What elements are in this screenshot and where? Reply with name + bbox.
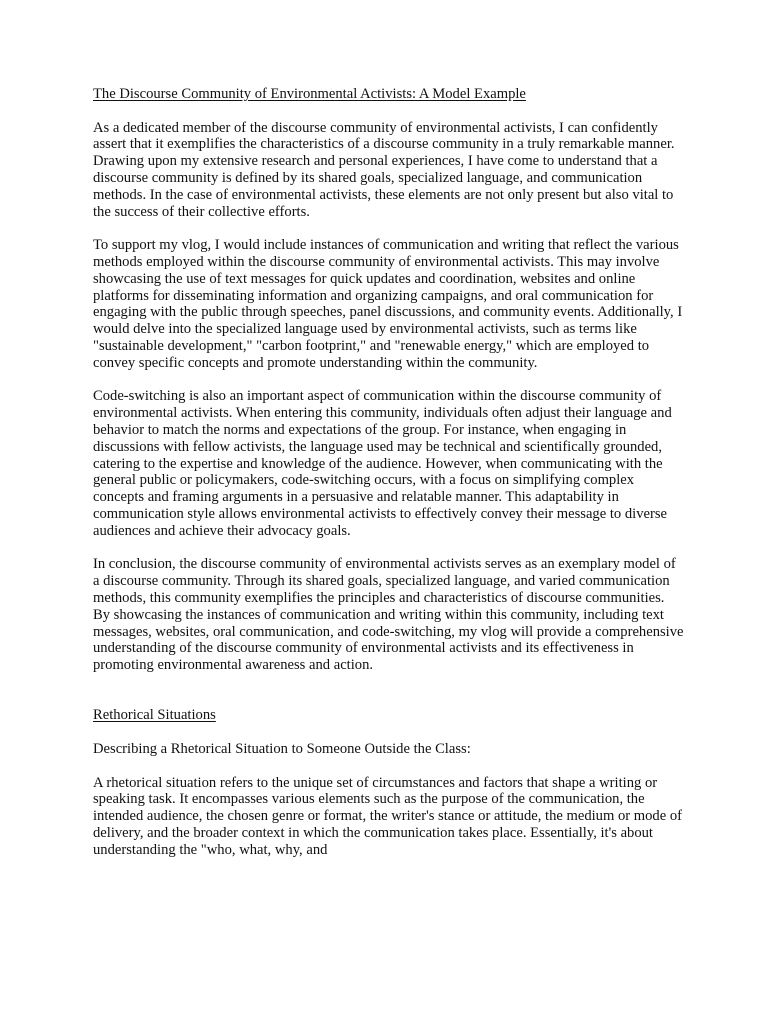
spacer xyxy=(93,103,685,120)
spacer xyxy=(93,674,685,708)
spacer xyxy=(93,724,685,741)
document-title: The Discourse Community of Environmental Activists: A Model Example xyxy=(93,86,526,102)
section-subtitle: Describing a Rhetorical Situation to Someone Outside the Class: xyxy=(93,741,471,758)
paragraph-code-switching: Code-switching is also an important aspect of communication within the discourse community of environmental activists. When entering this community, individuals often adjust their language and behavior to match the norms and expectations of the group. For instance, when engaging in discussions with fellow activists, the language used may be technical and scientifically grounded, catering to the expertise and knowledge of the audience. However, when communicating with the general public or policymakers, code-switching occurs, with a focus on simplifying complex concepts and framing arguments in a persuasive and relatable manner. This adaptability in communication style allows environmental activists to effectively convey their message to diverse audiences and achieve their advocacy goals. xyxy=(93,388,672,539)
spacer xyxy=(93,758,685,775)
paragraph-intro: As a dedicated member of the discourse community of environmental activists, I can confidently assert that it exemplifies the characteristics of a discourse community in a truly remarkable manner. Drawing upon my extensive research and personal experiences, I have come to understand that a discourse community is defined by its shared goals, specialized language, and communication methods. In the case of environmental activists, these elements are not only present but also vital to the success of their collective efforts. xyxy=(93,119,675,220)
paragraph-rhetorical-situation: A rhetorical situation refers to the unique set of circumstances and factors that shape a writing or speaking task. It encompasses various elements such as the purpose of the communication, the intended audience, the chosen genre or format, the writer's stance or attitude, the medium or mode of delivery, and the broader context in which the communication takes place. Essentially, it's about understanding the "who, what, why, and xyxy=(93,774,683,858)
spacer xyxy=(93,220,685,237)
spacer xyxy=(93,372,685,389)
spacer xyxy=(93,540,685,557)
section-heading: Rethorical Situations xyxy=(93,707,216,724)
paragraph-vlog-support: To support my vlog, I would include instances of communication and writing that reflect the various methods employed within the discourse community of environmental activists. This may involve showcasing the use of text messages for quick updates and coordination, websites and online platforms for disseminating information and organizing campaigns, and oral communication for engaging with the public through speeches, panel discussions, and community events. Additionally, I would delve into the specialized language used by environmental activists, such as terms like "sustainable development," "carbon footprint," and "renewable energy," which are employed to convey specific concepts and promote understanding within the community. xyxy=(93,237,683,371)
document-page xyxy=(93,86,685,859)
paragraph-conclusion: In conclusion, the discourse community of environmental activists serves as an exemplary model of a discourse community. Through its shared goals, specialized language, and varied communication methods, this community exemplifies the principles and characteristics of discourse communities. By showcasing the instances of communication and writing within this community, including text messages, websites, oral communication, and code-switching, my vlog will provide a comprehensive understanding of the discourse community of environmental activists and its effectiveness in promoting environmental awareness and action. xyxy=(93,556,684,674)
